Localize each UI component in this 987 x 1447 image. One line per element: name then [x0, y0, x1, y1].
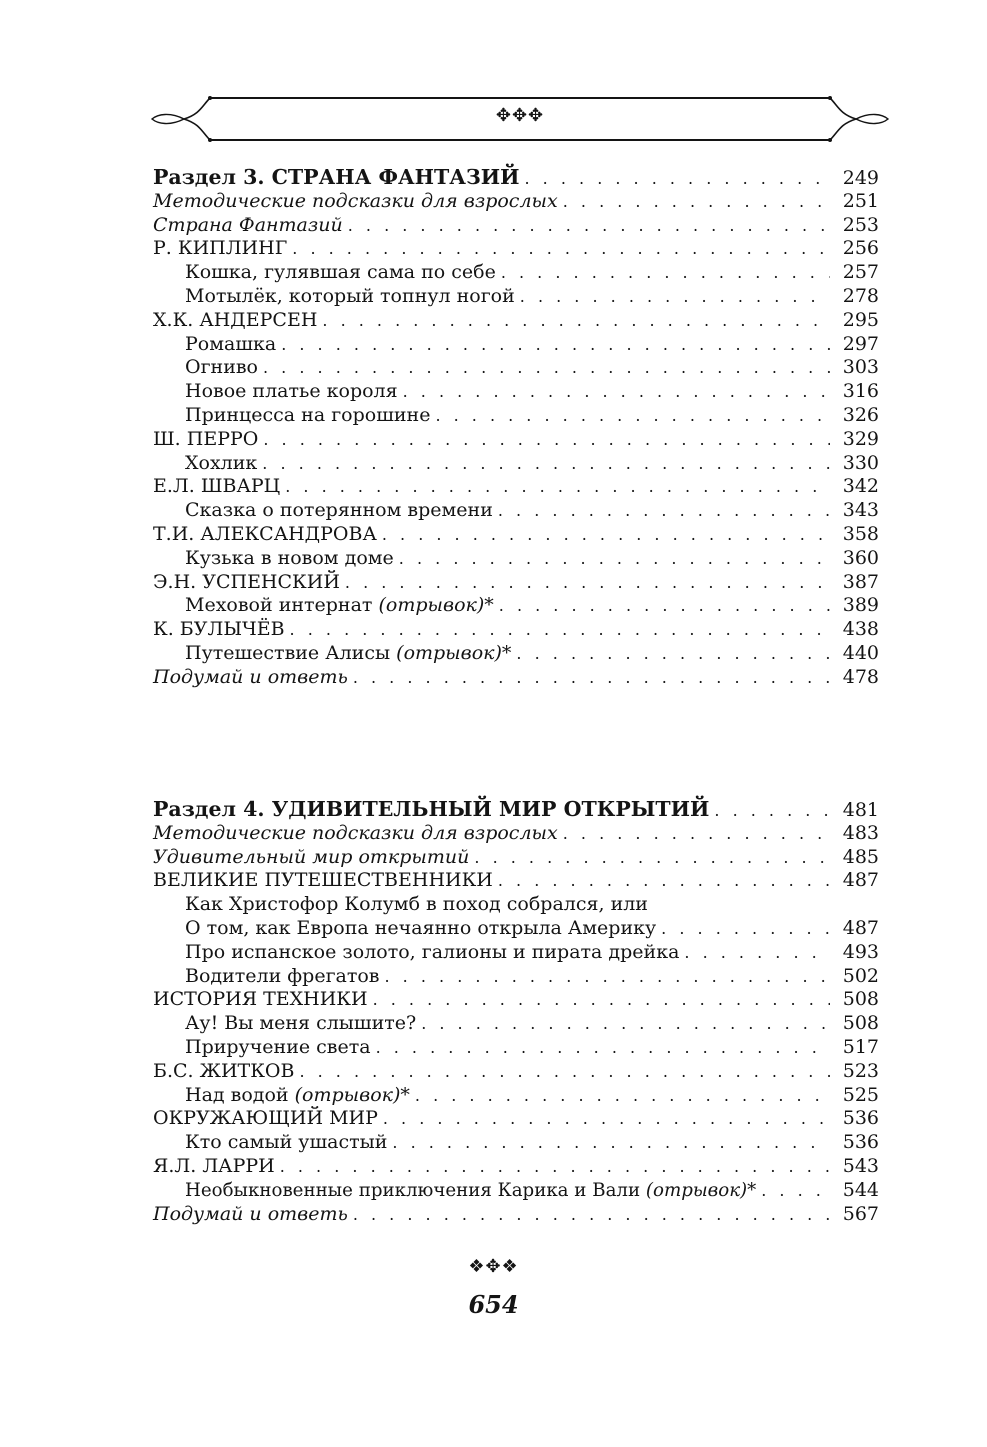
toc-entry-title: Кузька в новом доме: [185, 546, 394, 569]
toc-page-number: 543: [842, 1154, 879, 1177]
toc-entry-title: Э.Н. УСПЕНСКИЙ: [153, 570, 340, 593]
toc-page-number: 326: [842, 403, 879, 426]
toc-entry-title: Приручение света: [185, 1035, 371, 1058]
toc-page-number: 253: [842, 213, 879, 236]
toc-entry[interactable]: [153, 547, 879, 571]
toc-entry-title: Ш. ПЕРРО: [153, 427, 259, 450]
toc-page-number: 536: [842, 1107, 879, 1130]
dot-leader: [498, 869, 830, 893]
toc-page-number: 389: [842, 594, 879, 617]
toc-entry-title: Е.Л. ШВАРЦ: [153, 475, 281, 498]
toc-entry-title: Над водой: [185, 1083, 289, 1106]
toc-entry-title: ИСТОРИЯ ТЕХНИКИ: [153, 988, 368, 1011]
toc-entry[interactable]: [153, 356, 879, 380]
toc-entry-title: Удивительный мир открытий: [153, 845, 470, 868]
header-ornament-frame: [150, 92, 890, 150]
toc-entry-title: Б.С. ЖИТКОВ: [153, 1059, 295, 1082]
dot-leader: [474, 846, 830, 870]
toc-entry[interactable]: [153, 666, 879, 690]
toc-entry-title: Хохлик: [185, 451, 258, 474]
toc-author-entry[interactable]: [153, 1060, 879, 1084]
dot-leader: [525, 167, 831, 191]
toc-entry-title: Т.И. АЛЕКСАНДРОВА: [153, 522, 377, 545]
dot-leader: [262, 452, 830, 476]
toc-page-number: 438: [842, 618, 879, 641]
dot-leader: [385, 965, 831, 989]
toc-entry[interactable]: [153, 822, 879, 846]
toc-author-entry[interactable]: [153, 523, 879, 547]
toc-page-number: 303: [842, 356, 879, 379]
toc-entry[interactable]: [153, 941, 879, 965]
toc-entry-title: Раздел 4. УДИВИТЕЛЬНЫЙ МИР ОТКРЫТИЙ: [153, 797, 710, 821]
dot-leader: [281, 333, 830, 357]
toc-page-number: 316: [842, 380, 879, 403]
toc-entry[interactable]: [153, 499, 879, 523]
toc-page-number: 440: [842, 641, 879, 664]
dot-leader: [415, 1084, 830, 1108]
toc-entry-title: ОКРУЖАЮЩИЙ МИР: [153, 1107, 378, 1130]
toc-page-number: 508: [842, 988, 879, 1011]
toc-author-entry[interactable]: [153, 988, 879, 1012]
toc-entry-title: Сказка о потерянном времени: [185, 499, 493, 522]
toc-entry-line-1[interactable]: [153, 893, 879, 917]
toc-page-number: 478: [842, 665, 879, 688]
toc-page-number: 342: [842, 475, 879, 498]
toc-entry[interactable]: [153, 965, 879, 989]
toc-author-entry[interactable]: [153, 869, 879, 893]
toc-page-number: 487: [842, 869, 879, 892]
toc-author-entry[interactable]: [153, 428, 879, 452]
toc-entry-title: Путешествие Алисы: [185, 641, 391, 664]
dot-leader: [322, 309, 830, 333]
toc-entry-title: Методические подсказки для взрослых: [153, 821, 558, 844]
toc-page-number: 278: [842, 284, 879, 307]
toc-page-number: 523: [842, 1059, 879, 1082]
toc-entry-title: Р. КИПЛИНГ: [153, 237, 288, 260]
toc-entry[interactable]: [153, 1203, 879, 1227]
toc-page-number: 295: [842, 308, 879, 331]
toc-entry[interactable]: [153, 452, 879, 476]
dot-leader: [263, 356, 830, 380]
toc-entry-title: К. БУЛЫЧЁВ: [153, 618, 285, 641]
toc-page-number: 330: [842, 451, 879, 474]
toc-entry[interactable]: [153, 333, 879, 357]
toc-section-4: [153, 798, 879, 1226]
toc-entry-line-2[interactable]: [153, 917, 879, 941]
toc-entry[interactable]: [153, 404, 879, 428]
page-number: 654: [468, 1290, 519, 1319]
dot-leader: [403, 380, 830, 404]
dot-leader: [353, 666, 830, 690]
toc-entry-title: Я.Л. ЛАРРИ: [153, 1154, 275, 1177]
toc-entry-title: Раздел 3. СТРАНА ФАНТАЗИЙ: [153, 165, 520, 189]
dot-leader: [421, 1012, 830, 1036]
toc-entry-title: Мотылёк, который топнул ногой: [185, 284, 515, 307]
toc-entry[interactable]: [153, 846, 879, 870]
dot-leader: [280, 1155, 830, 1179]
dot-leader: [353, 1203, 830, 1227]
toc-entry-title: Кто самый ушастый: [185, 1131, 388, 1154]
toc-entry-title: Подумай и ответь: [153, 665, 348, 688]
toc-entry-title: Как Христофор Колумб в поход собрался, или: [185, 893, 648, 916]
toc-page-number: 483: [842, 821, 879, 844]
dot-leader: [761, 1179, 830, 1203]
toc-page-number: 251: [842, 189, 879, 212]
toc-entry-note: (отрывок)*: [294, 1083, 410, 1106]
toc-section-heading[interactable]: [153, 166, 879, 190]
toc-page-number: 387: [842, 570, 879, 593]
toc-entry-title-wrap: [185, 1179, 756, 1203]
toc-entry[interactable]: [153, 261, 879, 285]
toc-section-heading[interactable]: [153, 798, 879, 822]
toc-page-number: 508: [842, 1012, 879, 1035]
toc-entry-title: Методические подсказки для взрослых: [153, 189, 558, 212]
toc-page-number: 517: [842, 1035, 879, 1058]
dot-leader: [501, 261, 830, 285]
toc-page-number: 567: [842, 1202, 879, 1225]
toc-page-number: 544: [842, 1178, 879, 1201]
toc-entry-title: Меховой интернат: [185, 594, 373, 617]
toc-author-entry[interactable]: [153, 571, 879, 595]
toc-entry-title: Подумай и ответь: [153, 1202, 348, 1225]
toc-page-number: 360: [842, 546, 879, 569]
toc-author-entry[interactable]: [153, 475, 879, 499]
dot-leader: [520, 285, 830, 309]
toc-entry-title: Ромашка: [185, 332, 277, 355]
dot-leader: [563, 190, 830, 214]
toc-entry[interactable]: [153, 1131, 879, 1155]
dot-leader: [516, 642, 830, 666]
toc-entry-note: (отрывок)*: [378, 594, 494, 617]
toc-author-entry[interactable]: [153, 1155, 879, 1179]
toc-page-number: 256: [842, 237, 879, 260]
toc-entry-title: Необыкновенные приключения Карика и Вали: [185, 1179, 641, 1201]
toc-page-number: 297: [842, 332, 879, 355]
toc-entry[interactable]: [153, 214, 879, 238]
toc-entry-title-wrap: [185, 642, 511, 666]
toc-page-number: 536: [842, 1131, 879, 1154]
toc-page-number: 493: [842, 940, 879, 963]
footer-ornament-icon: ❖✥❖: [468, 1256, 519, 1277]
toc-page-number: 525: [842, 1083, 879, 1106]
dot-leader: [498, 499, 830, 523]
toc-entry-title: Принцесса на горошине: [185, 403, 431, 426]
toc-author-entry[interactable]: [153, 1107, 879, 1131]
dot-leader: [563, 822, 830, 846]
dot-leader: [376, 1036, 830, 1060]
toc-entry-note: (отрывок)*: [645, 1179, 757, 1201]
toc-page-number: 358: [842, 522, 879, 545]
dot-leader: [299, 1060, 830, 1084]
toc-entry-title-wrap: [185, 594, 494, 618]
toc-entry-title: Про испанское золото, галионы и пирата дрейка: [185, 940, 680, 963]
dot-leader: [499, 594, 830, 618]
toc-entry-title: О том, как Европа нечаянно открыла Америку: [185, 916, 657, 939]
toc-page-number: 257: [842, 261, 879, 284]
dot-leader: [292, 237, 830, 261]
toc-entry[interactable]: [153, 1179, 879, 1203]
dot-leader: [345, 571, 830, 595]
toc-section-3: [153, 166, 879, 690]
toc-entry-title: Страна Фантазий: [153, 213, 343, 236]
toc-entry-title: Водители фрегатов: [185, 964, 380, 987]
toc-entry[interactable]: [153, 1084, 879, 1108]
toc-entry[interactable]: [153, 285, 879, 309]
toc-entry[interactable]: [153, 642, 879, 666]
toc-entry-title: Х.К. АНДЕРСЕН: [153, 308, 318, 331]
dot-leader: [382, 523, 830, 547]
dot-leader: [684, 941, 830, 965]
dot-leader: [383, 1107, 830, 1131]
toc-entry[interactable]: [153, 594, 879, 618]
toc-entry-title: Ау! Вы меня слышите?: [185, 1012, 417, 1035]
toc-entry-note: (отрывок)*: [396, 641, 512, 664]
toc-entry[interactable]: [153, 1012, 879, 1036]
toc-entry-title: ВЕЛИКИЕ ПУТЕШЕСТВЕННИКИ: [153, 869, 493, 892]
dot-leader: [399, 547, 830, 571]
toc-page-number: 249: [842, 167, 879, 189]
dot-leader: [285, 475, 830, 499]
toc-author-entry[interactable]: [153, 618, 879, 642]
toc-page-number: 343: [842, 499, 879, 522]
dot-leader: [714, 799, 830, 823]
toc-page-number: 502: [842, 964, 879, 987]
dot-leader: [435, 404, 830, 428]
dot-leader: [373, 988, 830, 1012]
toc-entry-title: Огниво: [185, 356, 258, 379]
toc-page-number: 329: [842, 427, 879, 450]
toc-page-number: 487: [842, 916, 879, 939]
toc-page-number: 485: [842, 845, 879, 868]
toc-entry[interactable]: [153, 380, 879, 404]
toc-entry-title: Новое платье короля: [185, 380, 398, 403]
toc-page-number: 481: [842, 799, 879, 821]
header-ornament-icon: ✥✥✥: [495, 105, 545, 126]
dot-leader: [348, 214, 830, 238]
toc-author-entry[interactable]: [153, 237, 879, 261]
toc-author-entry[interactable]: [153, 309, 879, 333]
dot-leader: [661, 917, 830, 941]
toc-entry-title: Кошка, гулявшая сама по себе: [185, 261, 496, 284]
toc-entry[interactable]: [153, 190, 879, 214]
toc-entry-title-wrap: [185, 1084, 410, 1108]
toc-entry[interactable]: [153, 1036, 879, 1060]
dot-leader: [263, 428, 830, 452]
dot-leader: [290, 618, 830, 642]
dot-leader: [392, 1131, 830, 1155]
